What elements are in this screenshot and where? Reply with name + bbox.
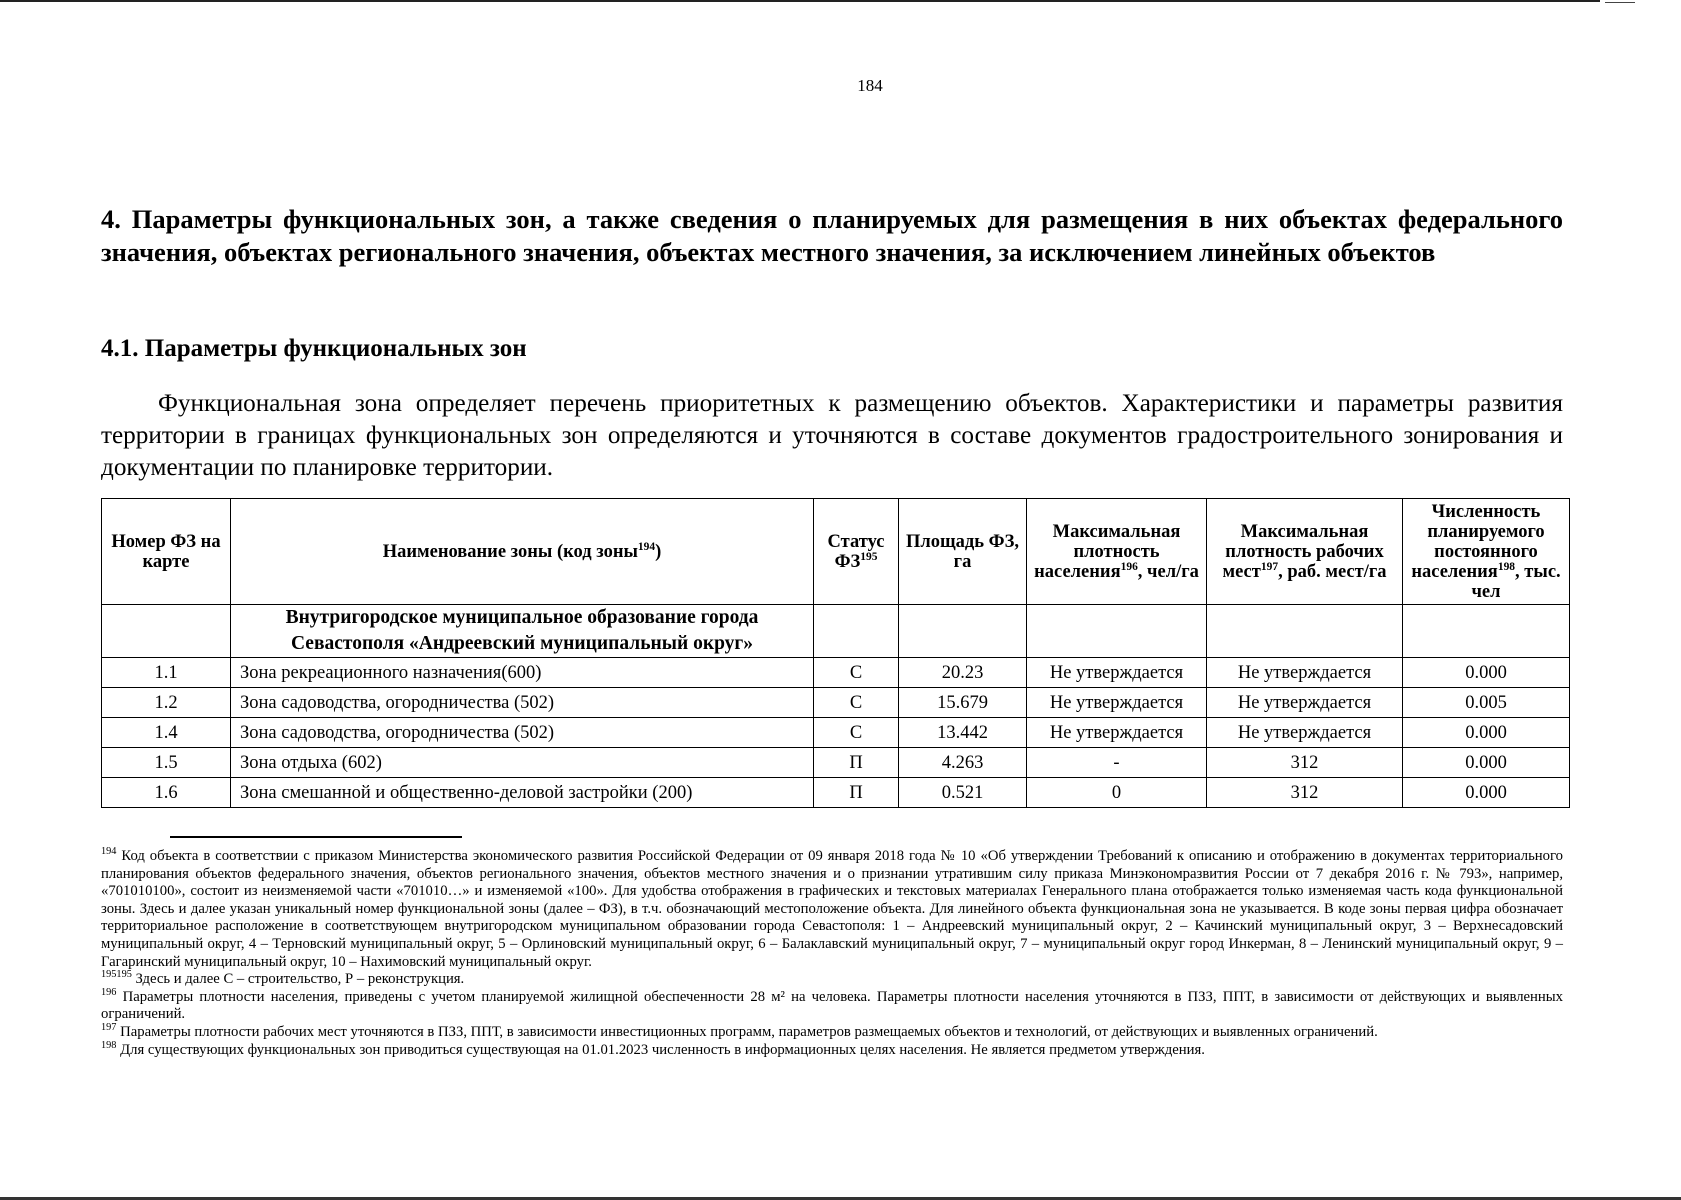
zone-pop-density: Не утверждается: [1027, 718, 1207, 748]
zone-population: 0.000: [1403, 718, 1570, 748]
zone-number: 1.2: [102, 688, 231, 718]
zone-number: 1.5: [102, 748, 231, 778]
footnote-198: [101, 1039, 1563, 1060]
zone-pop-density: Не утверждается: [1027, 658, 1207, 688]
zone-population: 0.000: [1403, 658, 1570, 688]
footnote-197: [101, 1024, 1563, 1042]
zone-population: 0.000: [1403, 778, 1570, 808]
zone-name: Зона садоводства, огородничества (502): [231, 688, 814, 718]
table-header-row: [102, 499, 1570, 605]
intro-paragraph: Функциональная зона определяет перечень приоритетных к размещению объектов. Характеристики и параметры развития территории в границах функциональных зон определяются и уточняются в составе документов градостроительного зонирования и документации по планировке территории.: [101, 390, 1563, 481]
footnote-194: [101, 848, 1563, 971]
zone-status: П: [814, 748, 899, 778]
footnote-text: Здесь и далее С – строительство, Р – реконструкция.: [131, 971, 465, 988]
zone-population: 0.005: [1403, 688, 1570, 718]
zone-status: С: [814, 718, 899, 748]
footnote-mark: 196: [101, 986, 117, 998]
col-header-name: Наименование зоны (код зоны$^{194}$): [231, 499, 814, 605]
zone-area: 15.679: [899, 688, 1027, 718]
zone-work-density: 312: [1207, 778, 1403, 808]
zone-work-density: Не утверждается: [1207, 688, 1403, 718]
footnotes: [101, 848, 1563, 1059]
zone-name: Зона отдыха (602): [231, 748, 814, 778]
table-cell: [899, 605, 1027, 658]
zone-name: Зона садоводства, огородничества (502): [231, 718, 814, 748]
zones-table: [101, 498, 1570, 808]
footnote-195: [101, 971, 1563, 989]
zone-pop-density: Не утверждается: [1027, 688, 1207, 718]
zone-number: 1.6: [102, 778, 231, 808]
table-row: [102, 718, 1570, 748]
zone-pop-density: -: [1027, 748, 1207, 778]
footnote-text: Параметры плотности рабочих мест уточняются в ПЗЗ, ППТ, в зависимости инвестиционных программ, параметров размещаемых объектов и технологий, от действующих и выявленных ограничений.: [116, 1023, 1378, 1040]
zone-status: С: [814, 688, 899, 718]
col-header-work-density: Максимальная плотность рабочих мест$^{197}$, раб. мест/га: [1207, 499, 1403, 605]
table-cell: [1027, 605, 1207, 658]
footnote-mark: 194: [101, 846, 117, 858]
zone-area: 20.23: [899, 658, 1027, 688]
table-group-row: [102, 605, 1570, 658]
table-cell: [102, 605, 231, 658]
footnote-mark: 195195: [101, 969, 132, 981]
table-cell: [1207, 605, 1403, 658]
table-row: [102, 658, 1570, 688]
col-header-pop-density: Максимальная плотность населения$^{196}$, чел/га: [1027, 499, 1207, 605]
footnote-text: Для существующих функциональных зон приводиться существующая на 01.01.2023 численность в информационных целях населения. Не является предметом утверждения.: [116, 1041, 1205, 1058]
zone-work-density: Не утверждается: [1207, 718, 1403, 748]
table-row: [102, 778, 1570, 808]
col-header-population: Численность планируемого постоянного населения$^{198}$, тыс. чел: [1403, 499, 1570, 605]
zone-number: 1.1: [102, 658, 231, 688]
zone-status: П: [814, 778, 899, 808]
zone-work-density: Не утверждается: [1207, 658, 1403, 688]
zone-name: Зона рекреационного назначения(600): [231, 658, 814, 688]
subsection-heading: 4.1. Параметры функциональных зон: [101, 335, 527, 362]
page-edge-top: [0, 0, 1600, 2]
zone-name: Зона смешанной и общественно-деловой застройки (200): [231, 778, 814, 808]
zone-number: 1.4: [102, 718, 231, 748]
table-row: [102, 748, 1570, 778]
footnote-text: Код объекта в соответствии с приказом Министерства экономического развития Российской Федерации от 09 января 2018 года № 10 «Об утверждении Требований к описанию и отображению в документах территориального планирования объектов федерального значения, объектов регионального значения, объектов местного значения и о признании утратившим силу приказа Минэкономразвития России от 7 декабря 2016 г. № 793», например, «701010100», состоит из неизменяемой части «701010…» и изменяемой «100». Для удобства отображения в графических и текстовых материалах Генерального плана отображается только изменяемая часть кода функциональной зоны. Здесь и далее указан уникальный номер функциональной зоны (далее – ФЗ), в т.ч. обозначающий местоположение объекта. Для линейного объекта функциональная зона не указывается. В коде зоны первая цифра обозначает территориальное расположение в соответствующем внутригородском муниципальном образовании города Севастополя: 1 – Андреевский муниципальный округ, 2 – Качинский муниципальный округ, 3 – Верхнесадовский муниципальный округ, 4 – Терновский муниципальный округ, 5 – Орлиновский муниципальный округ, 6 – Балаклавский муниципальный округ, 7 – муниципальный округ город Инкерман, 8 – Ленинский муниципальный округ, 9 – Гагаринский муниципальный округ, 10 – Нахимовский муниципальный округ.: [101, 848, 1563, 970]
page-edge-mark: [1605, 2, 1635, 3]
zone-area: 4.263: [899, 748, 1027, 778]
zone-area: 0.521: [899, 778, 1027, 808]
col-header-area: Площадь ФЗ, га: [899, 499, 1027, 605]
footnote-separator: [170, 836, 462, 838]
zone-pop-density: 0: [1027, 778, 1207, 808]
table-row: [102, 688, 1570, 718]
zone-work-density: 312: [1207, 748, 1403, 778]
zone-status: С: [814, 658, 899, 688]
footnote-mark: 198: [101, 1039, 117, 1051]
group-title: Внутригородское муниципальное образование города Севастополя «Андреевский муниципальный округ»: [231, 605, 814, 658]
page-number: 184: [857, 76, 883, 95]
col-header-number: Номер ФЗ на карте: [102, 499, 231, 605]
footnote-mark: 197: [101, 1022, 117, 1034]
col-header-status: Статус ФЗ$^{195}$: [814, 499, 899, 605]
section-heading: 4. Параметры функциональных зон, а также сведения о планируемых для размещения в них объектах федерального значения, объектах регионального значения, объектах местного значения, за исключением линейных объектов: [101, 204, 1563, 267]
table-cell: [1403, 605, 1570, 658]
zone-population: 0.000: [1403, 748, 1570, 778]
footnote-text: Параметры плотности населения, приведены с учетом планируемой жилищной обеспеченности 28 м² на человека. Параметры плотности населения уточняются в ПЗЗ, ППТ, в зависимости от действующих и выявленных ограничений.: [101, 988, 1563, 1023]
footnote-196: [101, 986, 1563, 1024]
zone-area: 13.442: [899, 718, 1027, 748]
table-cell: [814, 605, 899, 658]
